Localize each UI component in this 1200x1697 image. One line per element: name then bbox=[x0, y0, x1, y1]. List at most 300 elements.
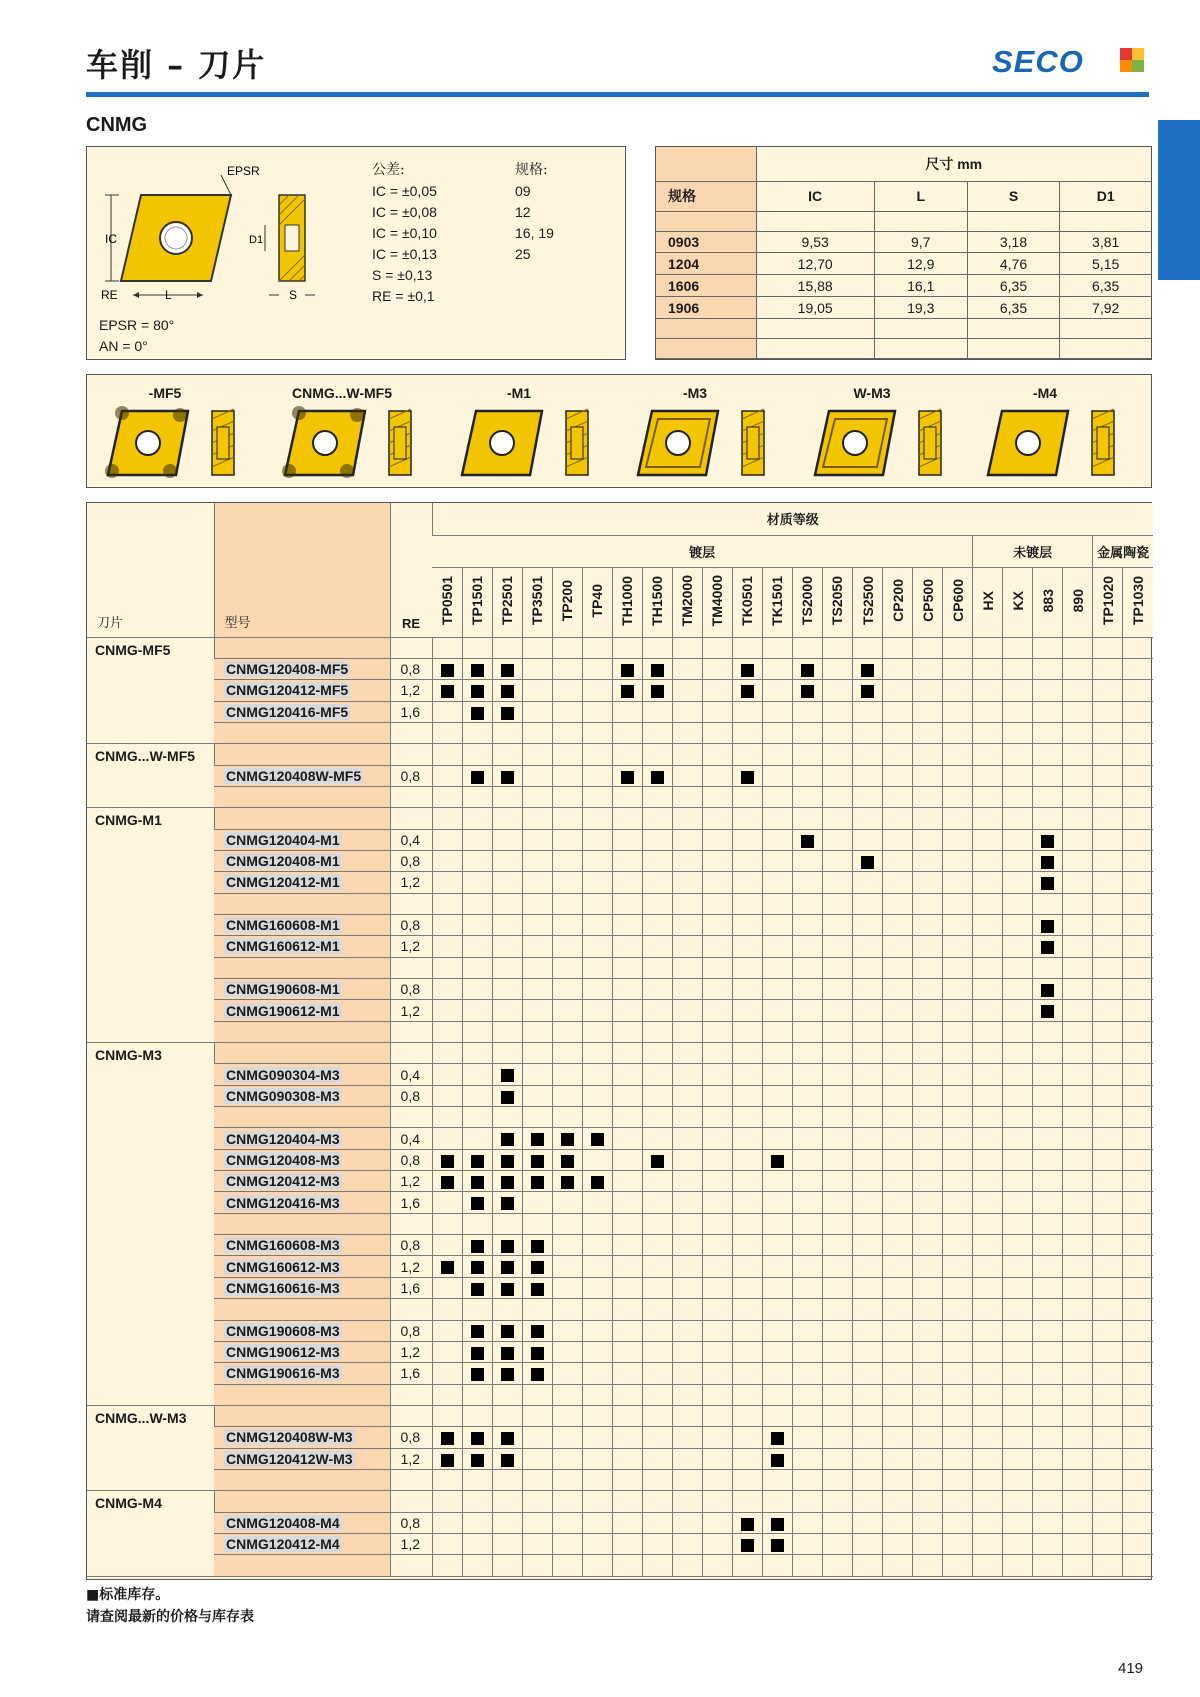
stock-cell bbox=[1033, 1043, 1063, 1064]
stock-cell bbox=[492, 1149, 522, 1170]
stock-cell bbox=[642, 957, 672, 978]
grade-column-header bbox=[432, 567, 462, 637]
stock-cell bbox=[432, 872, 462, 893]
value-cell: 6,35 bbox=[967, 297, 1060, 319]
stock-cell bbox=[943, 1149, 973, 1170]
stock-cell bbox=[552, 1277, 582, 1298]
stock-cell bbox=[883, 1299, 913, 1320]
re-cell: 0,8 bbox=[390, 1320, 432, 1341]
stock-cell bbox=[943, 1000, 973, 1021]
stock-cell bbox=[943, 829, 973, 850]
table-row bbox=[87, 637, 1153, 658]
stock-cell bbox=[492, 1512, 522, 1533]
stock-cell bbox=[852, 1427, 882, 1448]
stock-cell bbox=[913, 680, 943, 701]
stock-cell bbox=[1003, 872, 1033, 893]
stock-cell bbox=[582, 1491, 612, 1512]
stock-cell bbox=[732, 1469, 762, 1490]
re-cell: 1,2 bbox=[390, 1448, 432, 1469]
stock-cell bbox=[522, 701, 552, 722]
stock-mark-icon bbox=[1041, 984, 1054, 997]
stock-cell bbox=[1033, 1021, 1063, 1042]
stock-cell bbox=[943, 1021, 973, 1042]
price-note: 请查阅最新的价格与库存表 bbox=[86, 1609, 254, 1625]
stock-cell bbox=[492, 1213, 522, 1234]
stock-cell bbox=[1093, 1235, 1123, 1256]
stock-cell bbox=[943, 637, 973, 658]
stock-cell bbox=[582, 1000, 612, 1021]
stock-cell bbox=[762, 765, 792, 786]
stock-cell bbox=[612, 680, 642, 701]
stock-mark-icon bbox=[561, 1133, 574, 1146]
stock-cell bbox=[883, 893, 913, 914]
table-row bbox=[87, 893, 1153, 914]
stock-cell bbox=[1123, 829, 1153, 850]
stock-cell bbox=[552, 1469, 582, 1490]
column-header: S bbox=[967, 181, 1060, 211]
stock-cell bbox=[492, 1448, 522, 1469]
stock-cell bbox=[1093, 1021, 1123, 1042]
stock-cell bbox=[672, 1469, 702, 1490]
stock-cell bbox=[883, 1064, 913, 1085]
stock-cell bbox=[973, 1171, 1003, 1192]
stock-cell bbox=[762, 1085, 792, 1106]
stock-cell bbox=[1003, 1064, 1033, 1085]
stock-cell bbox=[1063, 1043, 1093, 1064]
stock-cell bbox=[672, 914, 702, 935]
grade-column-header bbox=[762, 567, 792, 637]
stock-cell bbox=[973, 1533, 1003, 1554]
stock-cell bbox=[883, 1235, 913, 1256]
stock-mark-icon bbox=[531, 1176, 544, 1189]
table-row bbox=[87, 1277, 1153, 1298]
stock-cell bbox=[1123, 1213, 1153, 1234]
stock-cell bbox=[702, 1277, 732, 1298]
stock-cell bbox=[522, 637, 552, 658]
stock-cell bbox=[702, 1128, 732, 1149]
stock-cell bbox=[642, 829, 672, 850]
stock-cell bbox=[913, 1405, 943, 1426]
stock-cell bbox=[672, 1405, 702, 1426]
stock-cell bbox=[1003, 893, 1033, 914]
stock-cell bbox=[943, 1085, 973, 1106]
stock-cell bbox=[672, 1533, 702, 1554]
stock-cell bbox=[943, 658, 973, 679]
grade-column-header bbox=[702, 567, 732, 637]
stock-cell bbox=[1123, 744, 1153, 765]
stock-cell bbox=[973, 872, 1003, 893]
stock-cell bbox=[1003, 829, 1033, 850]
stock-cell bbox=[642, 1555, 672, 1576]
stock-cell bbox=[612, 1235, 642, 1256]
stock-cell bbox=[432, 1448, 462, 1469]
stock-cell bbox=[612, 744, 642, 765]
stock-cell bbox=[462, 1213, 492, 1234]
stock-cell bbox=[552, 936, 582, 957]
stock-cell bbox=[913, 1512, 943, 1533]
table-row bbox=[87, 1235, 1153, 1256]
stock-cell bbox=[852, 1320, 882, 1341]
stock-cell bbox=[612, 1171, 642, 1192]
stock-cell bbox=[522, 722, 552, 743]
grade-name: TH1000 bbox=[619, 575, 636, 626]
stock-cell bbox=[973, 936, 1003, 957]
stock-cell bbox=[762, 1171, 792, 1192]
stock-cell bbox=[1093, 786, 1123, 807]
stock-cell bbox=[852, 680, 882, 701]
stock-cell bbox=[522, 936, 552, 957]
stock-cell bbox=[642, 808, 672, 829]
stock-cell bbox=[432, 1469, 462, 1490]
stock-cell bbox=[762, 872, 792, 893]
stock-cell bbox=[492, 786, 522, 807]
model-code: CNMG090308-M3 bbox=[226, 1087, 340, 1104]
stock-cell bbox=[702, 1085, 732, 1106]
stock-cell bbox=[462, 658, 492, 679]
stock-cell bbox=[492, 1021, 522, 1042]
stock-cell bbox=[642, 1427, 672, 1448]
stock-cell bbox=[852, 701, 882, 722]
stock-cell bbox=[552, 1512, 582, 1533]
stock-cell bbox=[792, 829, 822, 850]
stock-cell bbox=[1093, 829, 1123, 850]
stock-cell bbox=[1093, 1363, 1123, 1384]
stock-cell bbox=[762, 1384, 792, 1405]
stock-cell bbox=[672, 1384, 702, 1405]
stock-cell bbox=[943, 1171, 973, 1192]
stock-cell bbox=[462, 744, 492, 765]
model-code: CNMG160612-M1 bbox=[226, 938, 340, 955]
stock-mark-icon bbox=[741, 1539, 754, 1552]
stock-mark-icon bbox=[531, 1368, 544, 1381]
stock-cell bbox=[1003, 1192, 1033, 1213]
stock-cell bbox=[913, 1341, 943, 1362]
stock-cell bbox=[642, 979, 672, 1000]
grade-table bbox=[87, 503, 1153, 1577]
geometry-strip bbox=[86, 374, 1152, 488]
stock-cell bbox=[973, 808, 1003, 829]
stock-cell bbox=[792, 1533, 822, 1554]
stock-cell bbox=[1033, 893, 1063, 914]
stock-cell bbox=[883, 786, 913, 807]
stock-cell bbox=[792, 1363, 822, 1384]
stock-cell bbox=[672, 936, 702, 957]
grade-column-header bbox=[522, 567, 552, 637]
re-cell bbox=[390, 722, 432, 743]
stock-cell bbox=[792, 914, 822, 935]
stock-cell bbox=[672, 1299, 702, 1320]
stock-cell bbox=[552, 765, 582, 786]
tolerance-size: 25 bbox=[515, 246, 531, 262]
stock-cell bbox=[732, 1043, 762, 1064]
stock-cell bbox=[462, 1256, 492, 1277]
grade-column-header bbox=[612, 567, 642, 637]
stock-mark-icon bbox=[771, 1518, 784, 1531]
stock-cell bbox=[732, 1299, 762, 1320]
stock-cell bbox=[432, 680, 462, 701]
stock-cell bbox=[432, 1277, 462, 1298]
coated-group-header: 镀层 bbox=[432, 535, 973, 567]
stock-cell bbox=[1063, 893, 1093, 914]
re-cell bbox=[390, 1469, 432, 1490]
table-row bbox=[87, 701, 1153, 722]
stock-cell bbox=[1063, 658, 1093, 679]
stock-cell bbox=[582, 744, 612, 765]
model-cell bbox=[214, 1000, 390, 1021]
stock-cell bbox=[432, 1064, 462, 1085]
stock-cell bbox=[492, 893, 522, 914]
stock-cell bbox=[432, 1491, 462, 1512]
stock-cell bbox=[522, 1384, 552, 1405]
stock-cell bbox=[462, 1235, 492, 1256]
stock-cell bbox=[913, 658, 943, 679]
stock-cell bbox=[492, 957, 522, 978]
geometry-label: W-M3 bbox=[853, 385, 891, 401]
stock-cell bbox=[1063, 872, 1093, 893]
stock-cell bbox=[432, 1021, 462, 1042]
model-cell bbox=[214, 1021, 390, 1042]
stock-cell bbox=[582, 701, 612, 722]
re-cell: 1,6 bbox=[390, 1192, 432, 1213]
stock-cell bbox=[642, 1128, 672, 1149]
stock-cell bbox=[1033, 1427, 1063, 1448]
grade-name: CP500 bbox=[919, 579, 936, 622]
stock-cell bbox=[1003, 1469, 1033, 1490]
stock-cell bbox=[522, 893, 552, 914]
stock-mark-icon bbox=[861, 664, 874, 677]
stock-cell bbox=[943, 914, 973, 935]
stock-cell bbox=[582, 936, 612, 957]
stock-mark-icon bbox=[501, 771, 514, 784]
stock-cell bbox=[1003, 1128, 1033, 1149]
insert-name-cell: CNMG...W-M3 bbox=[87, 1405, 214, 1490]
table-row bbox=[87, 1000, 1153, 1021]
stock-cell bbox=[702, 1469, 732, 1490]
model-cell bbox=[214, 1107, 390, 1128]
stock-cell bbox=[642, 1341, 672, 1362]
stock-cell bbox=[1093, 1192, 1123, 1213]
stock-cell bbox=[1123, 680, 1153, 701]
stock-cell bbox=[732, 808, 762, 829]
stock-cell bbox=[1063, 1363, 1093, 1384]
table-row bbox=[87, 914, 1153, 935]
stock-cell bbox=[883, 722, 913, 743]
model-cell bbox=[214, 1384, 390, 1405]
stock-cell bbox=[852, 744, 882, 765]
stock-mark-icon bbox=[561, 1176, 574, 1189]
stock-cell bbox=[462, 1341, 492, 1362]
stock-cell bbox=[973, 680, 1003, 701]
stock-cell bbox=[612, 786, 642, 807]
stock-cell bbox=[522, 1341, 552, 1362]
stock-cell bbox=[762, 1021, 792, 1042]
re-cell: 0,8 bbox=[390, 850, 432, 871]
stock-cell bbox=[552, 637, 582, 658]
stock-cell bbox=[913, 1192, 943, 1213]
stock-cell bbox=[943, 1064, 973, 1085]
stock-cell bbox=[492, 1256, 522, 1277]
stock-cell bbox=[552, 1533, 582, 1554]
stock-cell bbox=[432, 1533, 462, 1554]
re-cell: 0,4 bbox=[390, 1064, 432, 1085]
stock-mark-icon bbox=[561, 1155, 574, 1168]
stock-cell bbox=[1033, 1448, 1063, 1469]
stock-cell bbox=[1063, 1491, 1093, 1512]
stock-cell bbox=[973, 1043, 1003, 1064]
stock-cell bbox=[732, 1512, 762, 1533]
stock-cell bbox=[432, 1000, 462, 1021]
model-cell bbox=[214, 1320, 390, 1341]
stock-mark-icon bbox=[651, 771, 664, 784]
table-row bbox=[87, 1533, 1153, 1554]
stock-cell bbox=[492, 1085, 522, 1106]
table-row bbox=[87, 979, 1153, 1000]
grade-name: TP2501 bbox=[499, 575, 516, 626]
stock-cell bbox=[822, 1085, 852, 1106]
stock-cell bbox=[642, 872, 672, 893]
stock-cell bbox=[522, 914, 552, 935]
geometry-label: CNMG...W-MF5 bbox=[291, 385, 393, 401]
model-code: CNMG120412-M3 bbox=[226, 1173, 340, 1190]
stock-cell bbox=[913, 893, 943, 914]
stock-cell bbox=[732, 1064, 762, 1085]
grade-name: 890 bbox=[1069, 588, 1086, 613]
model-cell bbox=[214, 1277, 390, 1298]
stock-cell bbox=[943, 1469, 973, 1490]
stock-cell bbox=[1063, 786, 1093, 807]
an-note: AN = 0° bbox=[99, 338, 148, 354]
stock-cell bbox=[883, 979, 913, 1000]
stock-cell bbox=[1093, 658, 1123, 679]
model-cell bbox=[214, 850, 390, 871]
table-row bbox=[87, 744, 1153, 765]
stock-cell bbox=[1063, 1533, 1093, 1554]
stock-cell bbox=[1093, 1149, 1123, 1170]
stock-cell bbox=[552, 1021, 582, 1042]
stock-cell bbox=[432, 744, 462, 765]
stock-cell bbox=[792, 1448, 822, 1469]
stock-cell bbox=[672, 957, 702, 978]
stock-cell bbox=[702, 658, 732, 679]
stock-cell bbox=[432, 1192, 462, 1213]
re-cell: 0,8 bbox=[390, 1512, 432, 1533]
stock-cell bbox=[762, 1533, 792, 1554]
stock-cell bbox=[492, 1405, 522, 1426]
stock-cell bbox=[642, 850, 672, 871]
stock-cell bbox=[672, 765, 702, 786]
stock-cell bbox=[852, 957, 882, 978]
stock-cell bbox=[612, 979, 642, 1000]
stock-cell bbox=[732, 1427, 762, 1448]
stock-cell bbox=[642, 1192, 672, 1213]
stock-mark-icon bbox=[531, 1155, 544, 1168]
stock-cell bbox=[1123, 1448, 1153, 1469]
stock-cell bbox=[432, 829, 462, 850]
stock-cell bbox=[732, 744, 762, 765]
stock-cell bbox=[732, 1448, 762, 1469]
stock-cell bbox=[612, 957, 642, 978]
stock-mark-icon bbox=[441, 1176, 454, 1189]
stock-cell bbox=[852, 1533, 882, 1554]
stock-cell bbox=[792, 680, 822, 701]
model-cell bbox=[214, 765, 390, 786]
stock-cell bbox=[762, 1107, 792, 1128]
stock-mark-icon bbox=[501, 685, 514, 698]
stock-cell bbox=[943, 1384, 973, 1405]
stock-cell bbox=[462, 1363, 492, 1384]
stock-cell bbox=[852, 658, 882, 679]
stock-cell bbox=[913, 1107, 943, 1128]
model-cell bbox=[214, 1341, 390, 1362]
model-cell bbox=[214, 786, 390, 807]
stock-mark-icon bbox=[861, 685, 874, 698]
stock-mark-icon bbox=[471, 1283, 484, 1296]
stock-cell bbox=[432, 1384, 462, 1405]
stock-cell bbox=[522, 1405, 552, 1426]
table-row bbox=[87, 1149, 1153, 1170]
stock-cell bbox=[973, 637, 1003, 658]
stock-cell bbox=[702, 680, 732, 701]
model-code: CNMG160608-M1 bbox=[226, 917, 340, 934]
table-row bbox=[87, 1064, 1153, 1085]
model-cell bbox=[214, 658, 390, 679]
grade-name: TM4000 bbox=[709, 574, 726, 627]
stock-cell bbox=[1033, 744, 1063, 765]
stock-cell bbox=[642, 786, 672, 807]
stock-cell bbox=[462, 1533, 492, 1554]
stock-cell bbox=[792, 637, 822, 658]
grade-name: TP1020 bbox=[1099, 575, 1116, 626]
stock-cell bbox=[1093, 744, 1123, 765]
stock-cell bbox=[462, 1085, 492, 1106]
size-cell: 0903 bbox=[656, 231, 756, 253]
stock-cell bbox=[883, 936, 913, 957]
model-cell bbox=[214, 1171, 390, 1192]
stock-cell bbox=[672, 1064, 702, 1085]
stock-cell bbox=[883, 829, 913, 850]
stock-cell bbox=[1123, 914, 1153, 935]
dimension-table bbox=[656, 147, 1151, 359]
stock-cell bbox=[1003, 850, 1033, 871]
stock-cell bbox=[943, 1235, 973, 1256]
stock-cell bbox=[552, 1213, 582, 1234]
stock-cell bbox=[913, 1320, 943, 1341]
stock-cell bbox=[522, 1149, 552, 1170]
stock-cell bbox=[822, 1363, 852, 1384]
stock-mark-icon bbox=[1041, 856, 1054, 869]
stock-cell bbox=[792, 658, 822, 679]
stock-cell bbox=[852, 786, 882, 807]
stock-cell bbox=[612, 936, 642, 957]
stock-cell bbox=[732, 1021, 762, 1042]
stock-cell bbox=[612, 1363, 642, 1384]
stock-cell bbox=[762, 1427, 792, 1448]
stock-cell bbox=[702, 850, 732, 871]
stock-cell bbox=[1123, 1341, 1153, 1362]
footnote bbox=[86, 1584, 254, 1628]
stock-cell bbox=[1033, 1469, 1063, 1490]
stock-cell bbox=[1123, 936, 1153, 957]
stock-cell bbox=[943, 936, 973, 957]
stock-cell bbox=[522, 1427, 552, 1448]
stock-cell bbox=[492, 850, 522, 871]
stock-cell bbox=[552, 1427, 582, 1448]
model-column-header: 型号 bbox=[214, 503, 390, 637]
stock-cell bbox=[522, 680, 552, 701]
model-cell bbox=[214, 744, 390, 765]
insert-geometry-icon bbox=[100, 405, 250, 485]
stock-cell bbox=[973, 979, 1003, 1000]
